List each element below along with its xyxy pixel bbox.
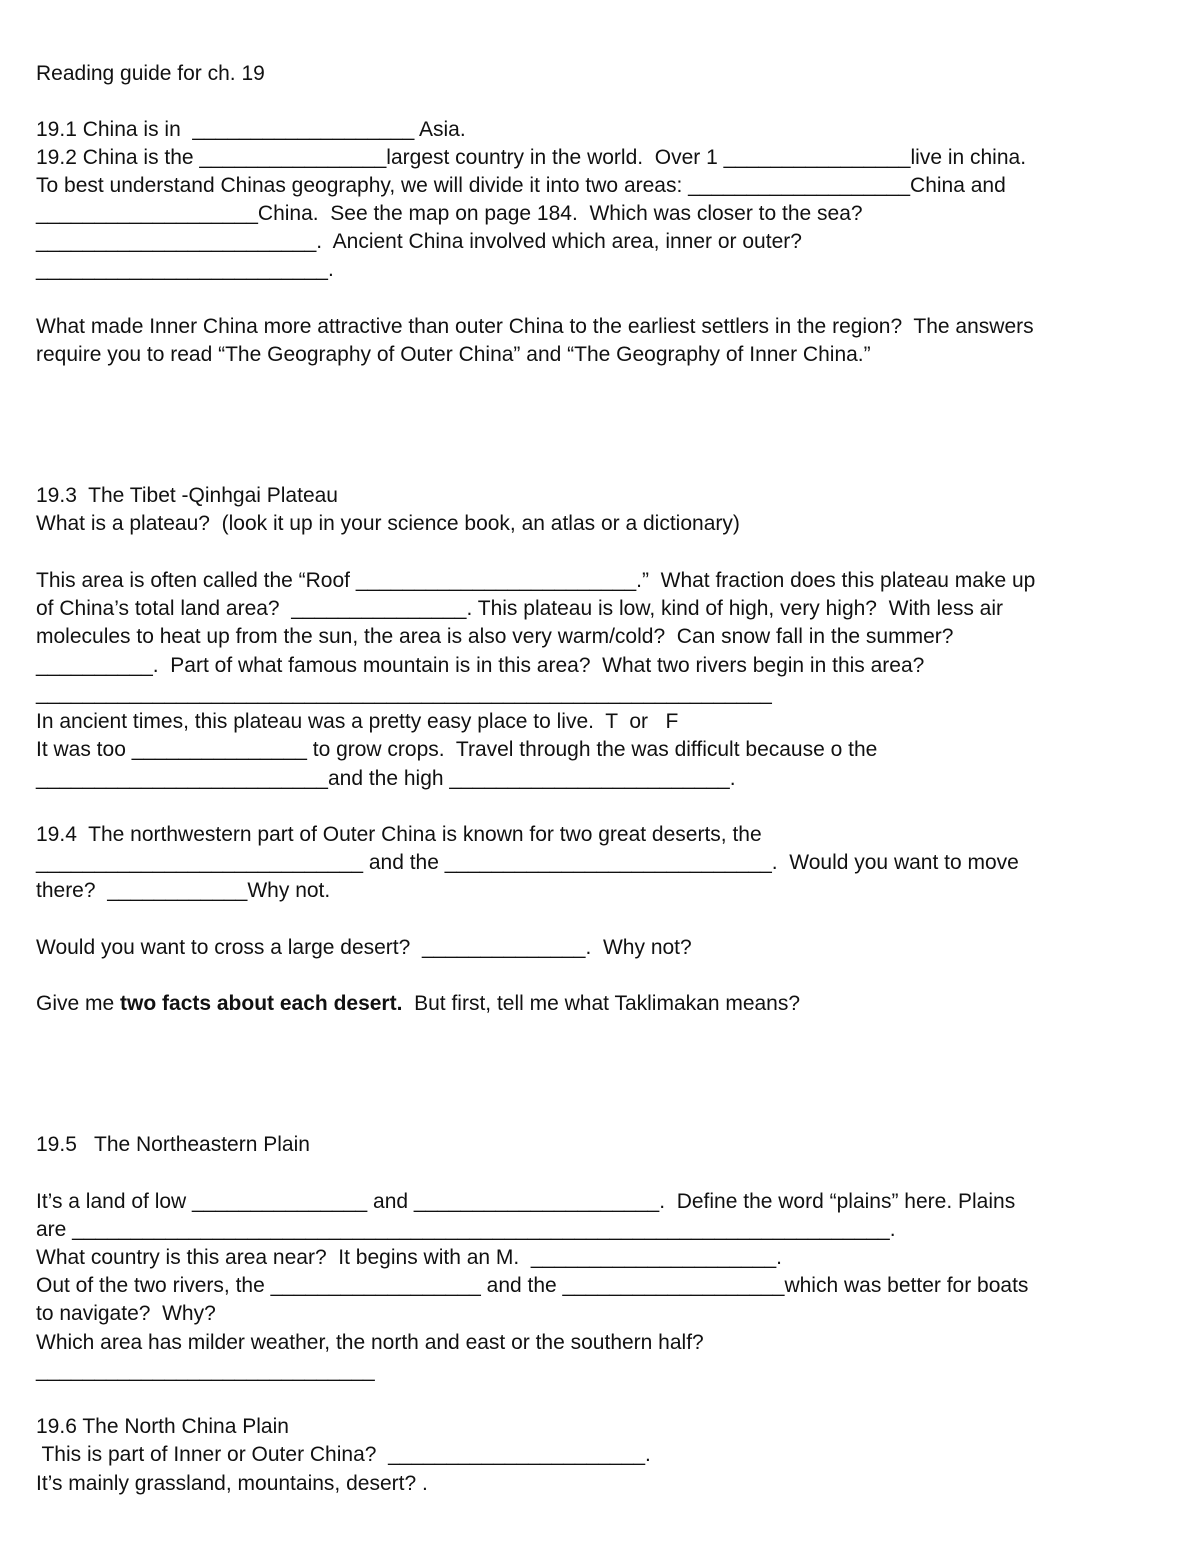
bold-emphasis: two facts about each desert. [120, 992, 403, 1015]
crops-question-line-2: _________________________and the high ________________________. [36, 767, 736, 790]
plain-question: It’s a land of low _______________ and _____________________. Define the word “plains” here. Plains [36, 1190, 1016, 1213]
question-19-2: 19.2 China is the ________________largest country in the world. Over 1 ________________live in china. [36, 146, 1027, 169]
weather-question: Which area has milder weather, the north and east or the southern half? [36, 1331, 704, 1354]
roof-question-line-3: molecules to heat up from the sun, the area is also very warm/cold? Can snow fall in the summer? [36, 625, 954, 648]
crops-question: It was too _______________ to grow crops. Travel through the was difficult because o the [36, 738, 878, 761]
terrain-question: It’s mainly grassland, mountains, desert? . [36, 1472, 428, 1495]
question-19-2-line-4: ________________________. Ancient China involved which area, inner or outer? [36, 230, 802, 253]
weather-answer-blank: _____________________________ [36, 1359, 375, 1382]
section-19-4-heading: 19.4 The northwestern part of Outer China is known for two great deserts, the [36, 823, 762, 846]
rivers-question: Out of the two rivers, the __________________ and the ___________________which was better for boats [36, 1274, 1029, 1297]
section-19-6-heading: 19.6 The North China Plain [36, 1415, 289, 1438]
page-title: Reading guide for ch. 19 [36, 62, 265, 85]
answer-blank-line: _______________________________________________________________ [36, 682, 772, 705]
plain-question-line-2: are ______________________________________________________________________. [36, 1218, 896, 1241]
deserts-question: ____________________________ and the ____________________________. Would you want to move [36, 851, 1019, 874]
country-question: What country is this area near? It begins with an M. _____________________. [36, 1246, 782, 1269]
deserts-question-line-2: there? ____________Why not. [36, 879, 331, 902]
true-false-question: In ancient times, this plateau was a pretty easy place to live. T or F [36, 710, 679, 733]
rivers-question-line-2: to navigate? Why? [36, 1302, 216, 1325]
section-19-5-heading: 19.5 The Northeastern Plain [36, 1133, 310, 1156]
question-19-2-line-3: ___________________China. See the map on page 184. Which was closer to the sea? [36, 202, 863, 225]
inner-outer-question: This is part of Inner or Outer China? ______________________. [36, 1443, 651, 1466]
plateau-question: What is a plateau? (look it up in your science book, an atlas or a dictionary) [36, 512, 740, 535]
section-19-3-heading: 19.3 The Tibet -Qinhgai Plateau [36, 484, 338, 507]
roof-question-line-2: of China’s total land area? _______________. This plateau is low, kind of high, very high? With less air [36, 597, 1004, 620]
roof-question-line-4: __________. Part of what famous mountain is in this area? What two rivers begin in this area? [36, 654, 925, 677]
desert-facts-question: Give me two facts about each desert. But first, tell me what Taklimakan means? [36, 992, 801, 1015]
cross-desert-question: Would you want to cross a large desert? ______________. Why not? [36, 936, 692, 959]
question-19-1: 19.1 China is in ___________________ Asia. [36, 118, 466, 141]
inner-china-question: What made Inner China more attractive than outer China to the earliest settlers in the region? The answers [36, 315, 1034, 338]
roof-question: This area is often called the “Roof ________________________.” What fraction does this plateau make up [36, 569, 1036, 592]
question-19-2-line-2: To best understand Chinas geography, we will divide it into two areas: ___________________China and [36, 174, 1006, 197]
question-19-2-line-5: _________________________. [36, 258, 334, 281]
inner-china-question-line-2: require you to read “The Geography of Outer China” and “The Geography of Inner China.” [36, 343, 871, 366]
